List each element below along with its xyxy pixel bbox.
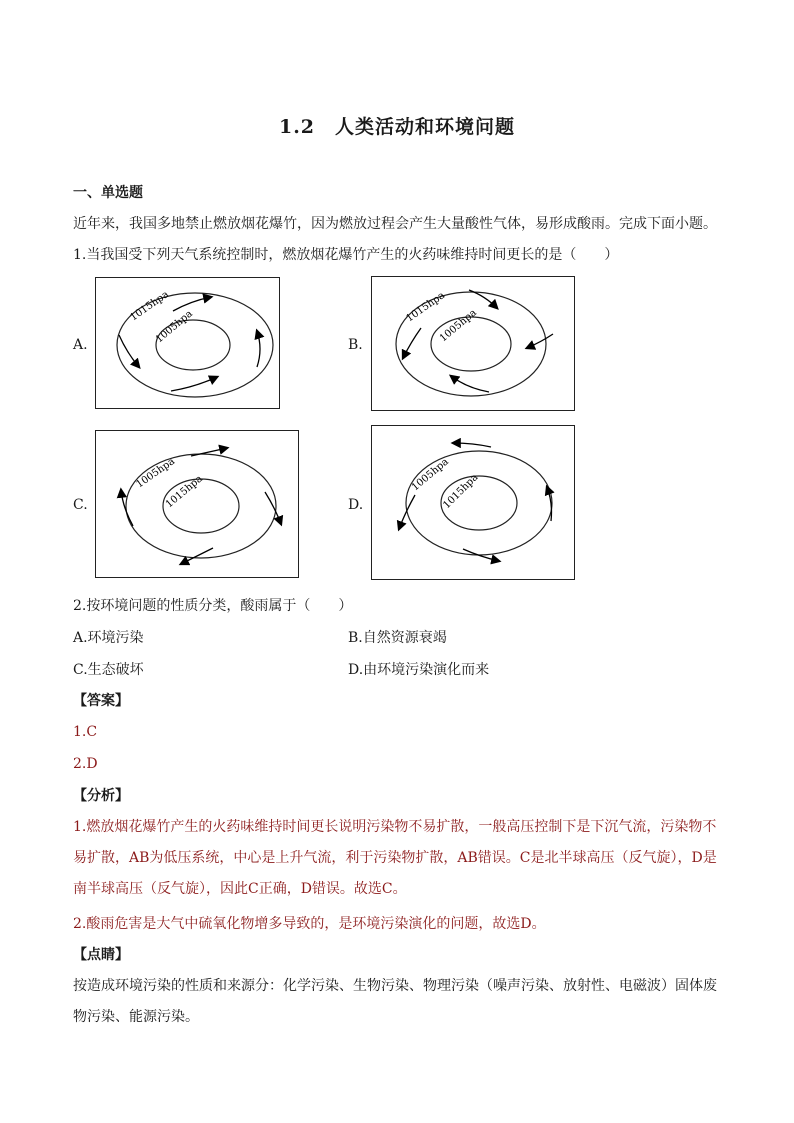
answer-1: 1.C	[73, 724, 98, 740]
q2-option-b: B.自然资源衰竭	[348, 630, 447, 646]
figure-b-outer-label: 1015hpa	[404, 290, 447, 325]
figure-c-inner-label: 1015hpa	[163, 473, 205, 511]
figure-d-inner-label: 1015hpa	[441, 472, 481, 512]
figure-b-inner-label: 1005hpa	[437, 307, 479, 345]
tip-heading: 【点睛】	[73, 947, 129, 963]
q2-option-a: A.环境污染	[73, 630, 144, 646]
figure-c-outer-label: 1005hpa	[134, 456, 177, 491]
tip-text: 按造成环境污染的性质和来源分：化学污染、生物污染、物理污染（噪声污染、放射性、电磁波）固体废物污染、能源污染。	[73, 978, 717, 1025]
answer-heading: 【答案】	[73, 693, 129, 709]
question-1-stem: 1.当我国受下列天气系统控制时，燃放烟花爆竹产生的火药味维持时间更长的是（ ）	[73, 247, 619, 263]
section-heading: 一、单选题	[73, 185, 143, 201]
answer-2: 2.D	[73, 756, 98, 772]
figure-a-cyclone	[95, 277, 280, 409]
figure-a-outer-label: 1015hpa	[128, 289, 171, 324]
option-b-label: B.	[348, 337, 363, 353]
figure-c-anticyclone	[95, 430, 299, 578]
figure-a-inner-label: 1005hpa	[153, 308, 195, 346]
q2-option-d: D.由环境污染演化而来	[348, 662, 490, 678]
option-a-label: A.	[73, 337, 88, 353]
figure-b-cyclone	[371, 276, 575, 411]
figure-d-anticyclone	[371, 425, 575, 580]
page-title: 1.2 人类活动和环境问题	[278, 116, 516, 138]
figure-d-outer-label: 1005hpa	[409, 456, 451, 494]
analysis-2: 2.酸雨危害是大气中硫氧化物增多导致的，是环境污染演化的问题，故选D。	[73, 916, 546, 932]
option-c-label: C.	[73, 497, 88, 513]
q2-option-c: C.生态破坏	[73, 662, 144, 678]
question-2-stem: 2.按环境问题的性质分类，酸雨属于（ ）	[73, 598, 353, 614]
intro-text: 近年来，我国多地禁止燃放烟花爆竹，因为燃放过程会产生大量酸性气体，易形成酸雨。完成下面小题。	[73, 216, 717, 232]
analysis-1: 1.燃放烟花爆竹产生的火药味维持时间更长说明污染物不易扩散，一般高压控制下是下沉气流，污染物不易扩散，AB为低压系统，中心是上升气流，利于污染物扩散，AB错误。C是北半球高压（反气旋），D是南半球高压（反气旋），因此C正确，D错误。故选C。	[73, 819, 717, 897]
option-d-label: D.	[348, 497, 364, 513]
analysis-heading: 【分析】	[73, 788, 129, 804]
